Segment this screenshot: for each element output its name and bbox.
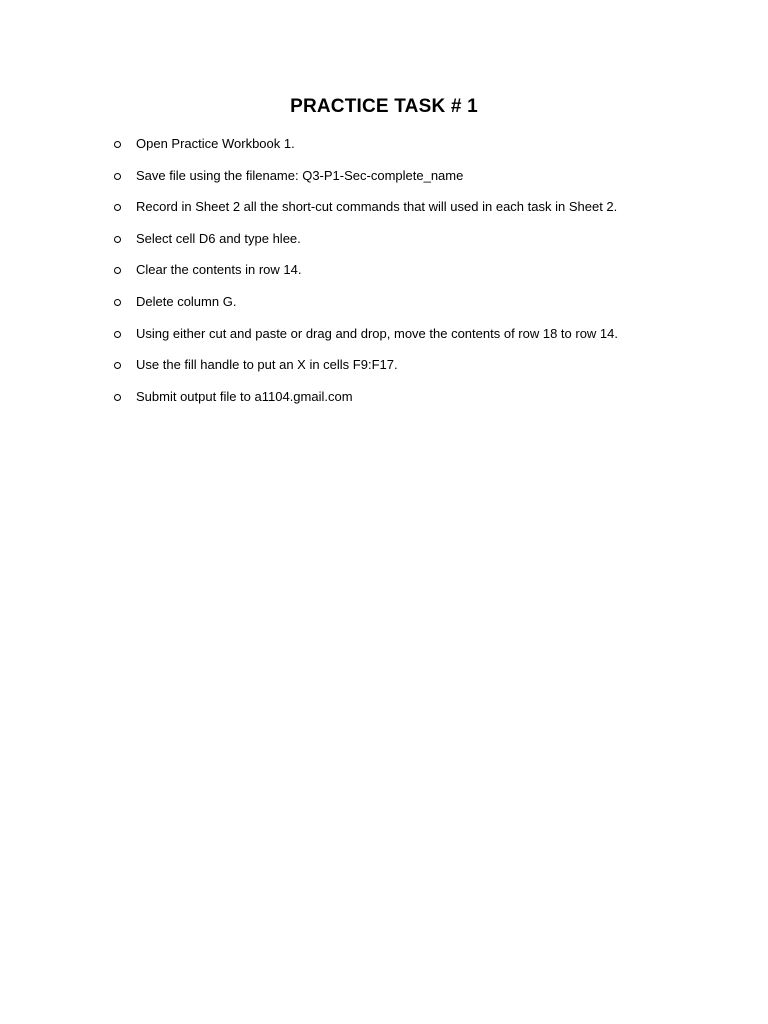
task-text: Save file using the filename: Q3-P1-Sec-complete_name <box>136 167 464 183</box>
list-item <box>0 228 768 260</box>
list-item <box>0 133 768 165</box>
list-item <box>0 196 768 228</box>
bullet-circle-icon <box>114 392 122 400</box>
task-text: Delete column G. <box>136 293 237 309</box>
list-item <box>0 165 768 197</box>
bullet-circle-icon <box>114 234 122 242</box>
task-text: Open Practice Workbook 1. <box>136 136 295 151</box>
list-item <box>0 323 768 355</box>
task-list <box>0 133 768 417</box>
task-text: Submit output file to a1104.gmail.com <box>136 388 353 404</box>
task-text: Record in Sheet 2 all the short-cut commands that will used in each task in Sheet 2. <box>136 199 618 215</box>
bullet-circle-icon <box>114 329 122 337</box>
list-item <box>0 386 768 418</box>
bullet-circle-icon <box>114 360 122 368</box>
list-item <box>0 354 768 386</box>
bullet-circle-icon <box>114 297 122 305</box>
task-text: Use the fill handle to put an X in cells F9:F17. <box>136 357 398 373</box>
list-item <box>0 291 768 323</box>
list-item <box>0 259 768 291</box>
task-text: Select cell D6 and type hlee. <box>136 230 301 246</box>
task-text: Using either cut and paste or drag and drop, move the contents of row 18 to row 14. <box>136 325 619 341</box>
task-text: Clear the contents in row 14. <box>136 262 302 278</box>
bullet-circle-icon <box>114 139 122 147</box>
page-title: PRACTICE TASK # 1 <box>290 96 478 117</box>
bullet-circle-icon <box>114 202 122 210</box>
bullet-circle-icon <box>114 171 122 179</box>
bullet-circle-icon <box>114 265 122 273</box>
